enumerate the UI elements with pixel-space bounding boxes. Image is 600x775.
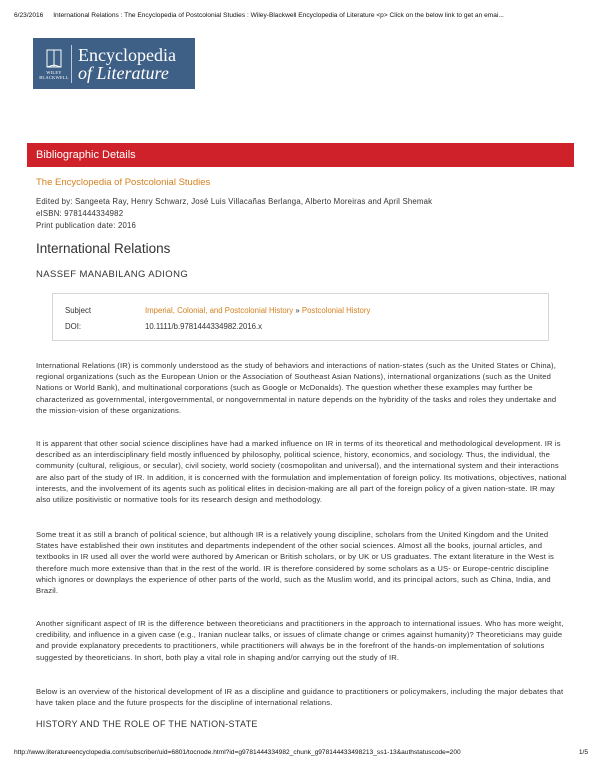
print-footer: [14, 749, 588, 756]
paragraph: Some treat it as still a branch of political science, but although IR is a relatively young discipline, scholars from the United Kingdom and the United States have established their own institutes and departments independent of the other social sciences. Almost all the books, journal articles, and textbooks in IR used all over the world were authored by American or British scholars, or by UK or US graduates. The extant literature in the West is therefore much more extensive than that in the rest of the world. IR is therefore considered by some scholars as a US- or Europe-centric discipline which ignores or downplays the experience of other parts of the world, such as the Muslim world, and its principal actors, such as China, India, and Brazil.: [36, 530, 555, 596]
doi-label: DOI:: [65, 322, 82, 331]
print-page-title: International Relations : The Encyclopedia of Postcolonial Studies : Wiley-Blackwell Encyclopedia of Literature <p> Click on the below link to get an emai...: [53, 12, 504, 19]
subject-link-postcolonial[interactable]: Postcolonial History: [301, 306, 371, 315]
print-header: [14, 12, 588, 19]
print-date: 6/23/2016: [14, 12, 44, 19]
print-publication-date: Print publication date: 2016: [36, 221, 137, 230]
eisbn: eISBN: 9781444334982: [36, 209, 124, 218]
bibliographic-details-header: Bibliographic Details: [27, 143, 574, 167]
wiley-blackwell-text: WILEY BLACKWELL: [39, 69, 69, 80]
book-title-link[interactable]: The Encyclopedia of Postcolonial Studies: [36, 177, 211, 188]
doi-value: 10.1111/b.9781444334982.2016.x: [145, 322, 263, 331]
article-title: International Relations: [36, 241, 171, 256]
subject-value: [145, 306, 370, 315]
article-author: NASSEF MANABILANG ADIONG: [36, 269, 189, 280]
paragraph: Below is an overview of the historical development of IR as a discipline and guidance to practitioners or policymakers, including the major debates that have taken place and the future prospects for the discipline of international relations.: [36, 687, 564, 708]
paragraph: International Relations (IR) is commonly understood as the study of behaviors and interactions of nation-states (such as the United States or China), regional organizations (such as the European Union or the Association of Southeast Asian Nations), international organizations (such as the United Nations or World Bank), and multinational corporations (such as Google or McDonalds). The question whether these examples may further be characterized as governmental, intergovernmental, or nongovernmental in nature depends on the hybridity of the tasks and roles they undertake and the mission-vision of these organizations.: [36, 361, 557, 415]
logo-text: [78, 46, 176, 82]
edited-by: Edited by: Sangeeta Ray, Henry Schwarz, José Luis Villacañas Berlanga, Alberto Moreiras and April Shemak: [36, 197, 433, 206]
footer-url: http://www.literatureencyclopedia.com/subscriber/uid=6801/tocnode.html?id=g9781444334982_chunk_g978144433498213_ss1-13&authstatuscode=200: [14, 749, 461, 756]
section-heading: HISTORY AND THE ROLE OF THE NATION-STATE: [36, 719, 258, 729]
subject-separator: »: [293, 306, 302, 315]
subject-box: [52, 293, 549, 341]
page-number: 1/5: [578, 749, 588, 756]
encyclopedia-logo[interactable]: [33, 38, 195, 89]
book-emblem-icon: [44, 48, 64, 70]
wiley-blackwell-mark: [39, 42, 69, 86]
subject-label: Subject: [65, 306, 92, 315]
paragraph: It is apparent that other social science disciplines have had a marked influence on IR in terms of its theoretical and methodological development. IR is described as an interdisciplinary field mostly influenced by philosophy, political science, history, economics, and sociology. Thus, the individual, the community (cultural, religious, or secular), civil society, world society (cosmopolitan and universal), and the international system and their interactions are also part of the study of IR. In addition, it is concerned with the formulation and implementation of foreign policy. Its motivations, objectives, national interests, and the involvement of its agents such as political elites in decision-making are all part of the foreign policy of a given nation-state. IR may also utilize positivistic or normative tools for its research design and methodology.: [36, 439, 567, 505]
subject-link-imperial[interactable]: Imperial, Colonial, and Postcolonial History: [145, 306, 294, 315]
logo-line-2: of Literature: [78, 62, 169, 83]
logo-divider: [71, 45, 72, 83]
paragraph: Another significant aspect of IR is the difference between theoreticians and practitioners in the approach to international issues. Who has more weight, credibility, and influence in a given case (e.g., Iranian nuclear talks, or issues of climate change or crimes against humanity)? Theoreticians may guide and provide explanatory precedents to practitioners, while practitioners will always be in the forefront of the hands-on implementation of solutions suggested by theoreticians. In short, both play a vital role in shaping and/or carrying out the study of IR.: [36, 619, 564, 662]
logo-line-1: Encyclopedia: [78, 44, 176, 65]
